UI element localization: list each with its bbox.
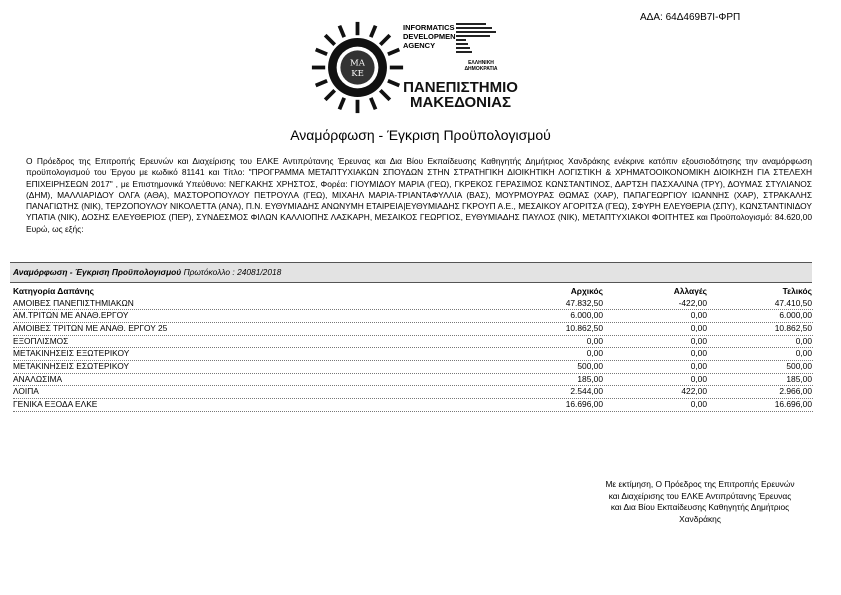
table-row: ΑΜ.ΤΡΙΤΩΝ ΜΕ ΑΝΑΘ.ΕΡΓΟΥ 6.000,00 0,00 6.000,00 <box>13 310 813 323</box>
table-row: ΑΜΟΙΒΕΣ ΤΡΙΤΩΝ ΜΕ ΑΝΑΘ. ΕΡΓΟΥ 25 10.862,50 0,00 10.862,50 <box>13 323 813 336</box>
section-label: Αναμόρφωση - Έγκριση Προϋπολογισμού <box>13 267 182 277</box>
col-header-category: Κατηγορία Δαπάνης <box>13 286 94 296</box>
svg-text:ΚΕ: ΚΕ <box>351 69 364 80</box>
university-seal-icon <box>310 20 405 115</box>
budget-table <box>13 286 813 412</box>
signature-line: Με εκτίμηση, Ο Πρόεδρος της Επιτροπής Ερευνών <box>605 479 795 489</box>
signature-line: Χανδράκης <box>679 513 721 524</box>
section-bar <box>10 262 812 283</box>
table-row: ΑΜΟΙΒΕΣ ΠΑΝΕΠΙΣΤΗΜΙΑΚΩΝ 47.832,50 -422,00 47.410,50 <box>13 298 813 311</box>
protocol-number: Πρωτόκολλο : 24081/2018 <box>183 267 282 277</box>
table-row: ΛΟΙΠΑ 2.544,00 422,00 2.966,00 <box>13 386 813 399</box>
university-name: ΠΑΝΕΠΙΣΤΗΜΙΟ ΜΑΚΕΔΟΝΙΑΣ <box>403 79 518 111</box>
table-row: ΜΕΤΑΚΙΝΗΣΕΙΣ ΕΣΩΤΕΡΙΚΟΥ 500,00 0,00 500,00 <box>13 361 813 374</box>
hellas-label: ΕΛΛΗΝΙΚΗ ΔΗΜΟΚΡΑΤΙΑ <box>464 60 498 72</box>
signature-line: και Διαχείρισης του ΕΛΚΕ Αντιπρύτανης Έρευνας <box>608 490 792 501</box>
ada-code: ΑΔΑ: 64Δ469Β7Ι-ΦΡΠ <box>640 12 741 23</box>
table-row: ΓΕΝΙΚΑ ΕΞΟΔΑ ΕΛΚΕ 16.696,00 0,00 16.696,00 <box>13 399 813 412</box>
table-header-row <box>13 286 813 298</box>
university-logo <box>310 20 530 120</box>
agency-fine-print-icon <box>456 23 516 57</box>
signature-line: και Δια Βίου Εκπαίδευσης Καθηγητής Δημήτριος <box>610 502 790 512</box>
intro-paragraph: Ο Πρόεδρος της Επιτροπής Ερευνών και Διαχείρισης του ΕΛΚΕ Αντιπρύτανης Έρευνας και Δια Βίου Εκπαίδευσης Καθηγητής Δημήτριος Χανδράκης ενέκρινε κατόπιν εξουσιοδότησης την αναμόρφωση προϋπολογισμού του Έργου με κωδικό 81141 και Τίτλο: "ΠΡΟΓΡΑΜΜΑ ΜΕΤΑΠΤΥΧΙΑΚΩΝ ΣΠΟΥΔΩΝ ΣΤΗΝ ΣΤΡΑΤΗΓΙΚΗ ΔΙΟΙΚΗΤΙΚΗ ΛΟΓΙΣΤΙΚΗ & ΧΡΗΜΑΤΟΟΙΚΟΝΟΜΙΚΗ ΔΙΟΙΚΗΣΗ ΓΙΑ ΣΤΕΛΕΧΗ ΕΠΙΧΕΙΡΗΣΕΩΝ 2017" , με Επιστημονικά Υπεύθυνο: ΝΕΓΚΑΚΗΣ ΧΡΗΣΤΟΣ, Φορέα: ΓΙΟΥΜΙΔΟΥ ΜΑΡΙΑ (ΓΕΩ), ΓΚΡΕΚΟΣ ΓΕΡΑΣΙΜΟΣ ΚΩΝΣΤΑΝΤΙΝΟΣ, ΔΑΡΤΣΗ ΠΑΣΧΑΛΙΝΑ (ΤΡΥ), ΔΟΥΜΑΣ ΣΤΥΛΙΑΝΟΣ (ΔΗΜ), ΜΑΛΛΙΑΡΙΔΟΥ ΟΛΓΑ (ΑΘΑ), ΜΑΣΤΟΡΟΠΟΥΛΟΥ ΠΕΤΡΟΥΛΑ (ΓΕΩ), ΜΙΧΑΗΛ ΜΑΡΙΑ-ΤΡΙΑΝΤΑΦΥΛΛΙΑ (ΒΑΣ), ΜΟΥΡΜΟΥΡΑΣ ΘΩΜΑΣ (ΧΑΡ), ΠΑΠΑΓΕΩΡΓΙΟΥ ΙΩΑΝΝΗΣ (ΧΑΡ), ΣΤΡΑΚΑΛΗΣ ΠΑΝΑΓΙΩΤΗΣ (ΝΙΚ), ΤΕΡΖΟΠΟΥΛΟΥ ΝΙΚΟΛΕΤΤΑ (ΑΝΑ), Π.Ν. ΕΥΘΥΜΙΑΔΗΣ ΑΝΩΝΥΜΗ ΕΤΑΙΡΕΙΑ|ΕΥΘΥΜΙΑΔΗΣ ΓΚΡΟΥΠ Α.Ε., ΜΕΣΑΙΚΟΥ ΑΓΟΡΙΤΣΑ (ΓΕΩ), ΣΦΥΡΗ ΕΛΕΥΘΕΡΙΑ (ΣΠΥ), ΚΩΝΣΤΑΝΤΙΝΙΔΟΥ ΥΠΑΤΙΑ (ΝΙΚ), ΔΟΣΗΣ ΕΛΕΥΘΕΡΙΟΣ (ΠΕΡ), ΣΥΝΔΕΣΜΟΣ ΦΙΛΩΝ ΚΑΛΛΙΟΠΗΣ ΛΑΣΚΑΡΗ, ΜΕΣΑΙΚΟΣ ΓΕΩΡΓΙΟΣ, ΕΥΘΥΜΙΑΔΗΣ ΠΑΥΛΟΣ (ΝΙΚ), ΜΕΤΑΠΤΥΧΙΑΚΟΙ ΦΟΙΤΗΤΕΣ και Προϋπολογισμό: 84.620,00 Ευρώ, ως εξής: <box>26 156 812 234</box>
table-row: ΕΞΟΠΛΙΣΜΟΣ 0,00 0,00 0,00 <box>13 336 813 349</box>
table-row: ΜΕΤΑΚΙΝΗΣΕΙΣ ΕΞΩΤΕΡΙΚΟΥ 0,00 0,00 0,00 <box>13 348 813 361</box>
col-header-initial: Αρχικός <box>570 286 603 296</box>
col-header-final: Τελικός <box>782 286 812 296</box>
svg-text:ΜΑ: ΜΑ <box>350 58 365 69</box>
agency-label: INFORMATICS DEVELOPMEN AGENCY <box>403 23 456 50</box>
table-row: ΑΝΑΛΩΣΙΜΑ 185,00 0,00 185,00 <box>13 374 813 387</box>
col-header-changes: Αλλαγές <box>673 286 707 296</box>
signature-block <box>580 479 820 525</box>
document-title: Αναμόρφωση - Έγκριση Προϋπολογισμού <box>290 127 551 143</box>
